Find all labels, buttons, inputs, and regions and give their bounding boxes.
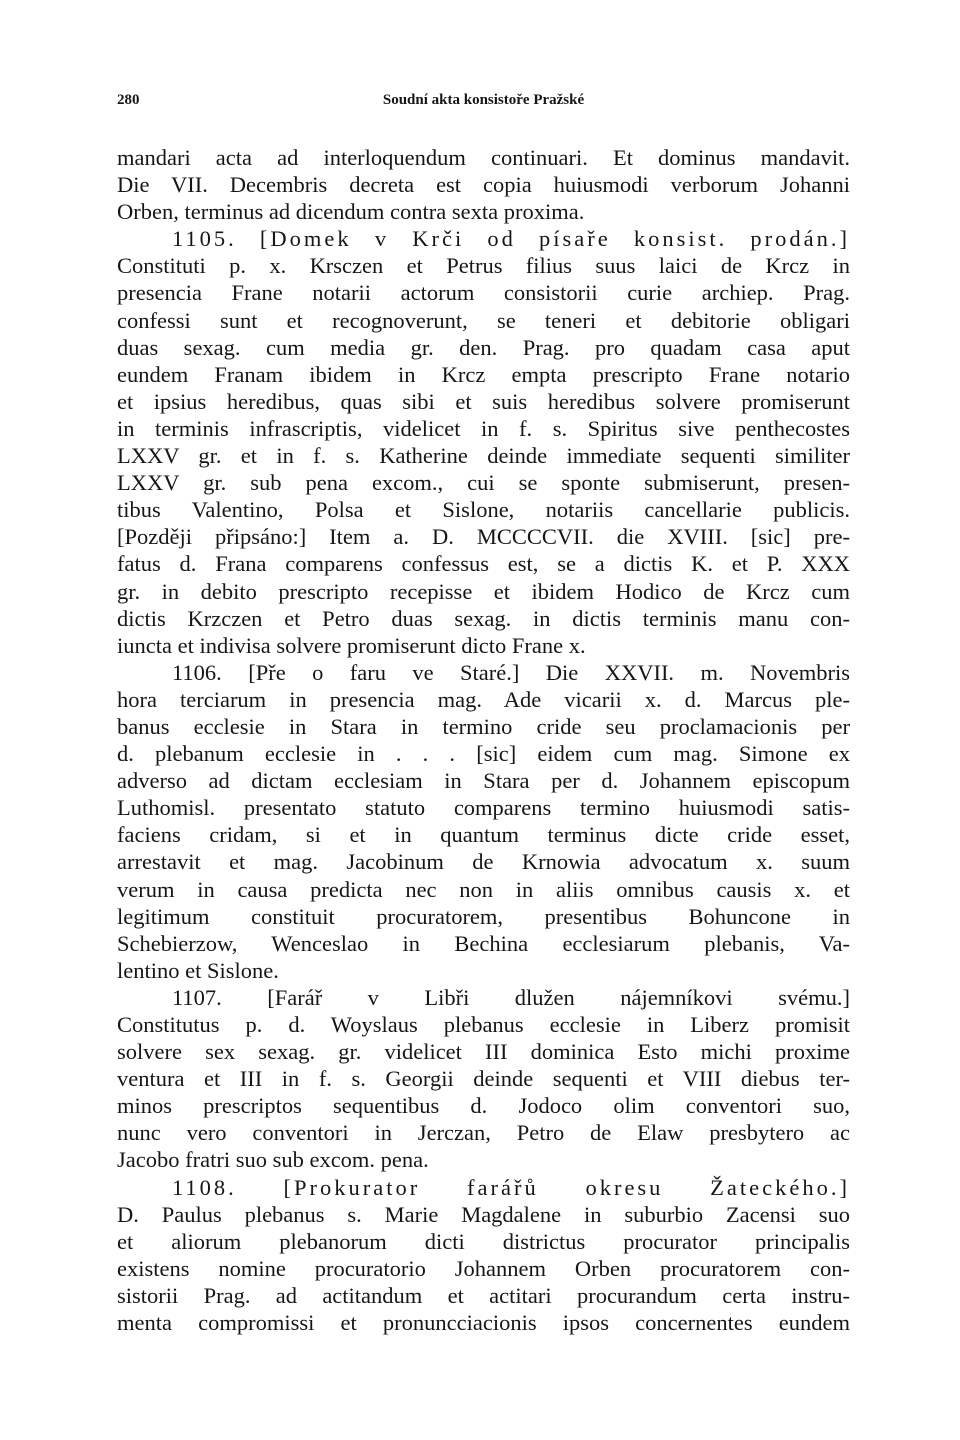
text-line: Jacobo fratri suo sub excom. pena. (117, 1147, 429, 1173)
entry-heading: 1108. [Prokurator farářů okresu Žateckého.] (172, 1174, 850, 1200)
text-line: d. plebanum ecclesie in . . . [sic] eidem cum mag. Simone ex (117, 741, 850, 767)
text-line: verum in causa predicta nec non in aliis omnibus causis x. et (117, 876, 850, 902)
text-line: presencia Frane notarii actorum consistorii curie archiep. Prag. (117, 280, 850, 306)
text-line: Schebierzow, Wenceslao in Bechina ecclesiarum plebanis, Va- (117, 930, 850, 956)
text-line: adverso ad dictam ecclesiam in Stara per d. Johannem episcopum (117, 768, 850, 794)
text-line: confessi sunt et recognoverunt, se teneri et debitorie obligari (117, 307, 850, 333)
entry-heading: 1106. [Pře o faru ve Staré.] Die XXVII. m. Novembris (172, 659, 850, 685)
text-line: iuncta et indivisa solvere promiserunt dicto Frane x. (117, 632, 586, 658)
text-line: Orben, terminus ad dicendum contra sexta proxima. (117, 199, 585, 225)
text-line: eundem Franam ibidem in Krcz empta prescripto Frane notario (117, 361, 850, 387)
text-line: Constitutus p. d. Woyslaus plebanus ecclesie in Liberz promisit (117, 1012, 850, 1037)
body-text (117, 144, 850, 1336)
entry-heading: 1107. [Farář v Libři dlužen nájemníkovi svému.] (172, 984, 850, 1010)
text-line: ventura et III in f. s. Georgii deinde sequenti et VIII diebus ter- (117, 1066, 850, 1092)
text-line: Constituti p. x. Krsczen et Petrus filius suus laici de Krcz in (117, 253, 850, 279)
running-head (117, 92, 850, 116)
text-line: solvere sex sexag. gr. videlicet III dominica Esto michi proxime (117, 1039, 850, 1065)
text-line: Die VII. Decembris decreta est copia huiusmodi verborum Johanni (117, 172, 850, 198)
page-number: 280 (117, 92, 140, 108)
text-line: dictis Krzczen et Petro duas sexag. in dictis terminis manu con- (117, 605, 850, 631)
running-title: Soudní akta konsistoře Pražské (382, 92, 585, 108)
text-line: menta compromissi et pronuncciacionis ipsos concernentes eundem (117, 1310, 850, 1336)
text-line: in terminis infrascriptis, videlicet in f. s. Spiritus sive penthecostes (117, 415, 850, 441)
text-line: [Později připsáno:] Item a. D. MCCCCVII. die XVIII. [sic] pre- (117, 524, 850, 550)
text-line: Luthomisl. presentato statuto comparens termino huiusmodi satis- (117, 795, 850, 821)
text-line: faciens cridam, si et in quantum terminus dicte cride esset, (117, 822, 850, 848)
text-line: mandari acta ad interloquendum continuari. Et dominus mandavit. (117, 145, 850, 170)
text-line: nunc vero conventori in Jerczan, Petro de Elaw presbytero ac (117, 1120, 850, 1146)
text-line: gr. in debito prescripto recepisse et ibidem Hodico de Krcz cum (117, 578, 850, 604)
text-line: et aliorum plebanorum dicti districtus procurator principalis (117, 1228, 850, 1254)
text-line: fatus d. Frana comparens confessus est, se a dictis K. et P. XXX (117, 551, 850, 577)
text-line: minos prescriptos sequentibus d. Jodoco olim conventori suo, (117, 1093, 850, 1119)
text-line: arrestavit et mag. Jacobinum de Krnowia advocatum x. suum (117, 849, 850, 875)
text-line: LXXV gr. et in f. s. Katherine deinde immediate sequenti similiter (117, 443, 850, 469)
text-line: legitimum constituit procuratorem, presentibus Bohuncone in (117, 903, 850, 929)
text-line: hora terciarum in presencia mag. Ade vicarii x. d. Marcus ple- (117, 686, 850, 712)
text-line: duas sexag. cum media gr. den. Prag. pro quadam casa aput (117, 334, 850, 360)
text-line: D. Paulus plebanus s. Marie Magdalene in suburbio Zacensi suo (117, 1201, 850, 1227)
entry-heading: 1105. [Domek v Krči od písaře konsist. prodán.] (172, 226, 850, 252)
text-line: LXXV gr. sub pena excom., cui se sponte submiserunt, presen- (117, 470, 850, 496)
text-line: sistorii Prag. ad actitandum et actitari procurandum certa instru- (117, 1282, 850, 1308)
text-line: banus ecclesie in Stara in termino cride seu proclamacionis per (117, 713, 850, 739)
text-line: lentino et Sislone. (117, 957, 279, 983)
text-line: et ipsius heredibus, quas sibi et suis heredibus solvere promiserunt (117, 388, 850, 414)
text-line: existens nomine procuratorio Johannem Orben procuratorem con- (117, 1255, 850, 1281)
text-line: tibus Valentino, Polsa et Sislone, notariis cancellarie publicis. (117, 497, 850, 523)
